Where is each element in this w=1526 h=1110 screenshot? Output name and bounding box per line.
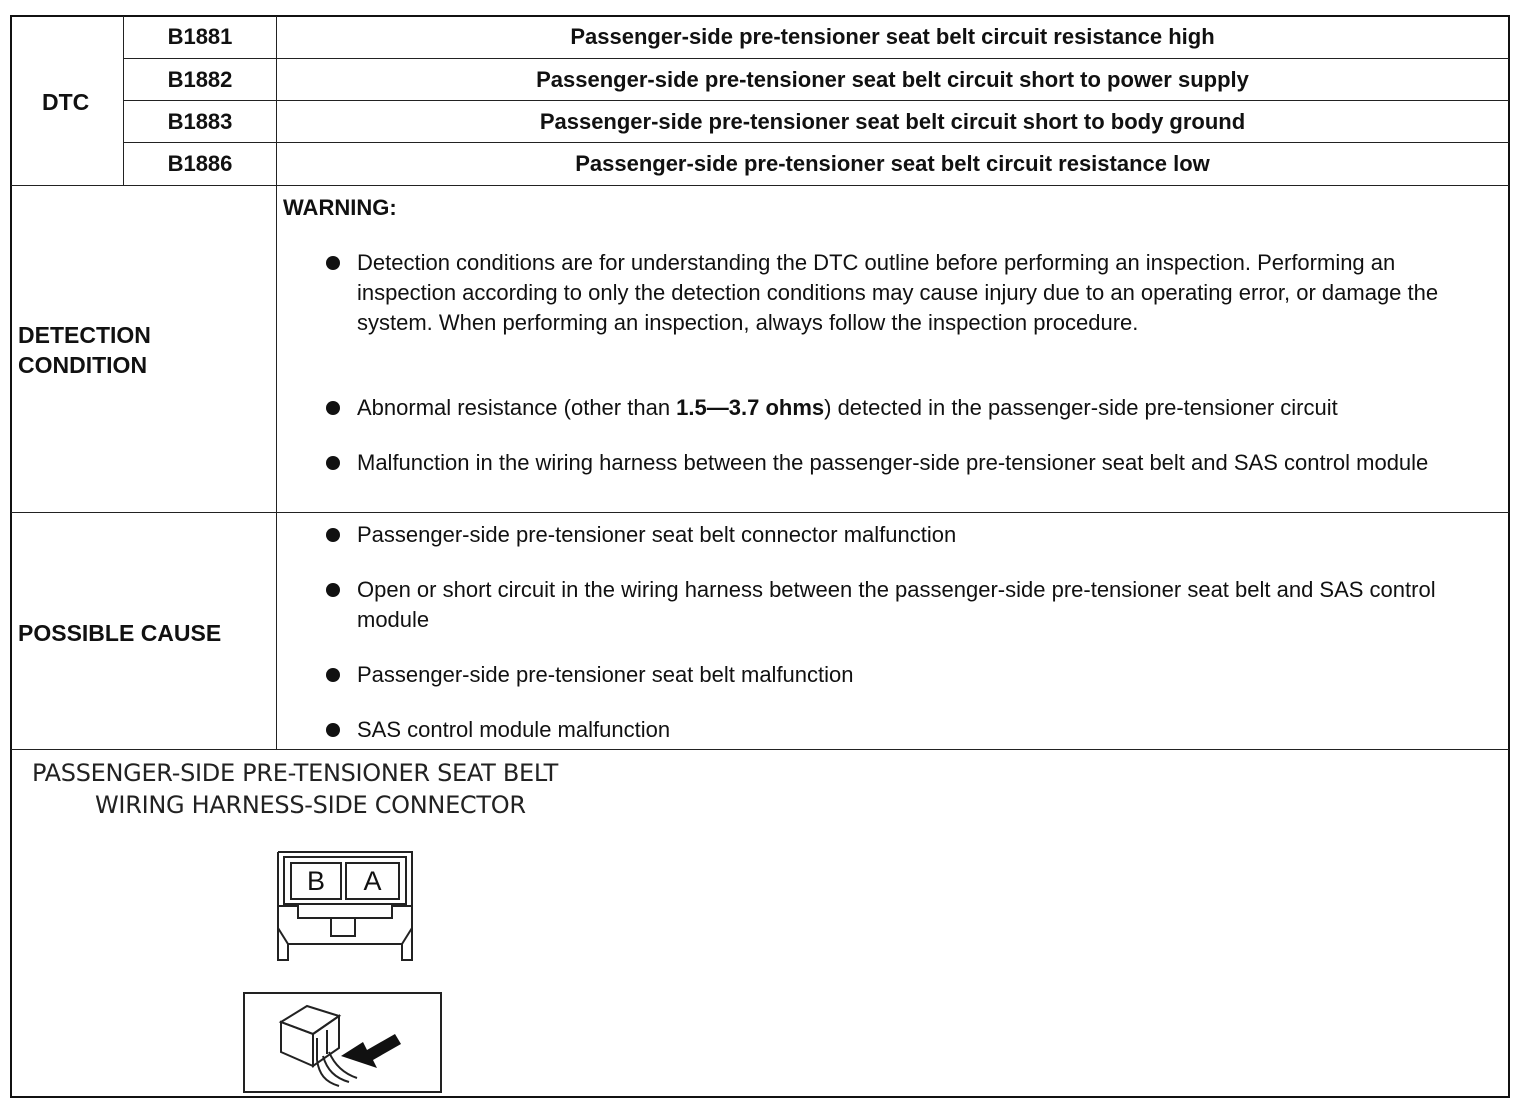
resistance-text-after: ) detected in the passenger-side pre-tensioner circuit <box>824 395 1338 420</box>
terminal-b-label: B <box>306 866 325 896</box>
bullet-icon <box>326 256 340 270</box>
connector-caption: PASSENGER-SIDE PRE-TENSIONER SEAT BELT <box>32 759 559 787</box>
possible-cause-label: POSSIBLE CAUSE <box>18 620 222 646</box>
cause-bullet-text: Passenger-side pre-tensioner seat belt malfunction <box>357 662 854 687</box>
divider <box>123 142 1509 143</box>
dtc-table <box>10 15 1510 1098</box>
dtc-code: B1883 <box>167 109 233 134</box>
dtc-label: DTC <box>42 89 90 115</box>
warning-heading: WARNING: <box>283 195 397 220</box>
harness-probe-drawing <box>245 994 440 1091</box>
resistance-text-before: Abnormal resistance (other than <box>357 395 677 420</box>
detection-condition-label <box>18 320 151 380</box>
detection-bullet-text: Detection conditions are for understanding the DTC outline before performing an inspection. Performing an inspection according to only the detection conditions may cause injury due to an operating error, or damage the system. When performing an inspection, always follow the inspection procedure. <box>357 250 1439 335</box>
divider <box>11 512 1509 513</box>
divider <box>123 58 1509 59</box>
connector-diagram <box>274 848 416 964</box>
cause-bullet-text: Passenger-side pre-tensioner seat belt connector malfunction <box>357 522 957 547</box>
harness-connector-probe-icon <box>243 992 442 1093</box>
bullet-icon <box>326 723 340 737</box>
dtc-description: Passenger-side pre-tensioner seat belt circuit short to power supply <box>536 67 1249 92</box>
detection-label-line: DETECTION <box>18 322 151 348</box>
cause-bullet-text: SAS control module malfunction <box>357 717 671 742</box>
dtc-code: B1886 <box>167 151 233 176</box>
divider <box>123 100 1509 101</box>
bullet-icon <box>326 401 340 415</box>
terminal-a-label: A <box>363 866 382 896</box>
dtc-description: Passenger-side pre-tensioner seat belt circuit resistance low <box>575 151 1210 176</box>
cause-bullet-text: Open or short circuit in the wiring harness between the passenger-side pre-tensioner seat belt and SAS control module <box>357 577 1436 632</box>
divider <box>11 185 1509 186</box>
bullet-icon <box>326 528 340 542</box>
dtc-description: Passenger-side pre-tensioner seat belt circuit short to body ground <box>539 109 1246 134</box>
detection-bullet-text <box>357 393 1507 423</box>
bullet-icon <box>326 668 340 682</box>
bullet-icon <box>326 583 340 597</box>
divider <box>11 749 1509 750</box>
connector-caption: WIRING HARNESS-SIDE CONNECTOR <box>95 791 526 819</box>
dtc-description: Passenger-side pre-tensioner seat belt circuit resistance high <box>570 24 1215 49</box>
bullet-icon <box>326 456 340 470</box>
detection-label-line: CONDITION <box>18 352 148 378</box>
resistance-range: 1.5—3.7 ohms <box>676 395 825 420</box>
detection-bullet-text: Malfunction in the wiring harness between the passenger-side pre-tensioner seat belt and SAS control module <box>357 450 1429 475</box>
dtc-code: B1882 <box>167 67 233 92</box>
dtc-code: B1881 <box>167 24 233 49</box>
